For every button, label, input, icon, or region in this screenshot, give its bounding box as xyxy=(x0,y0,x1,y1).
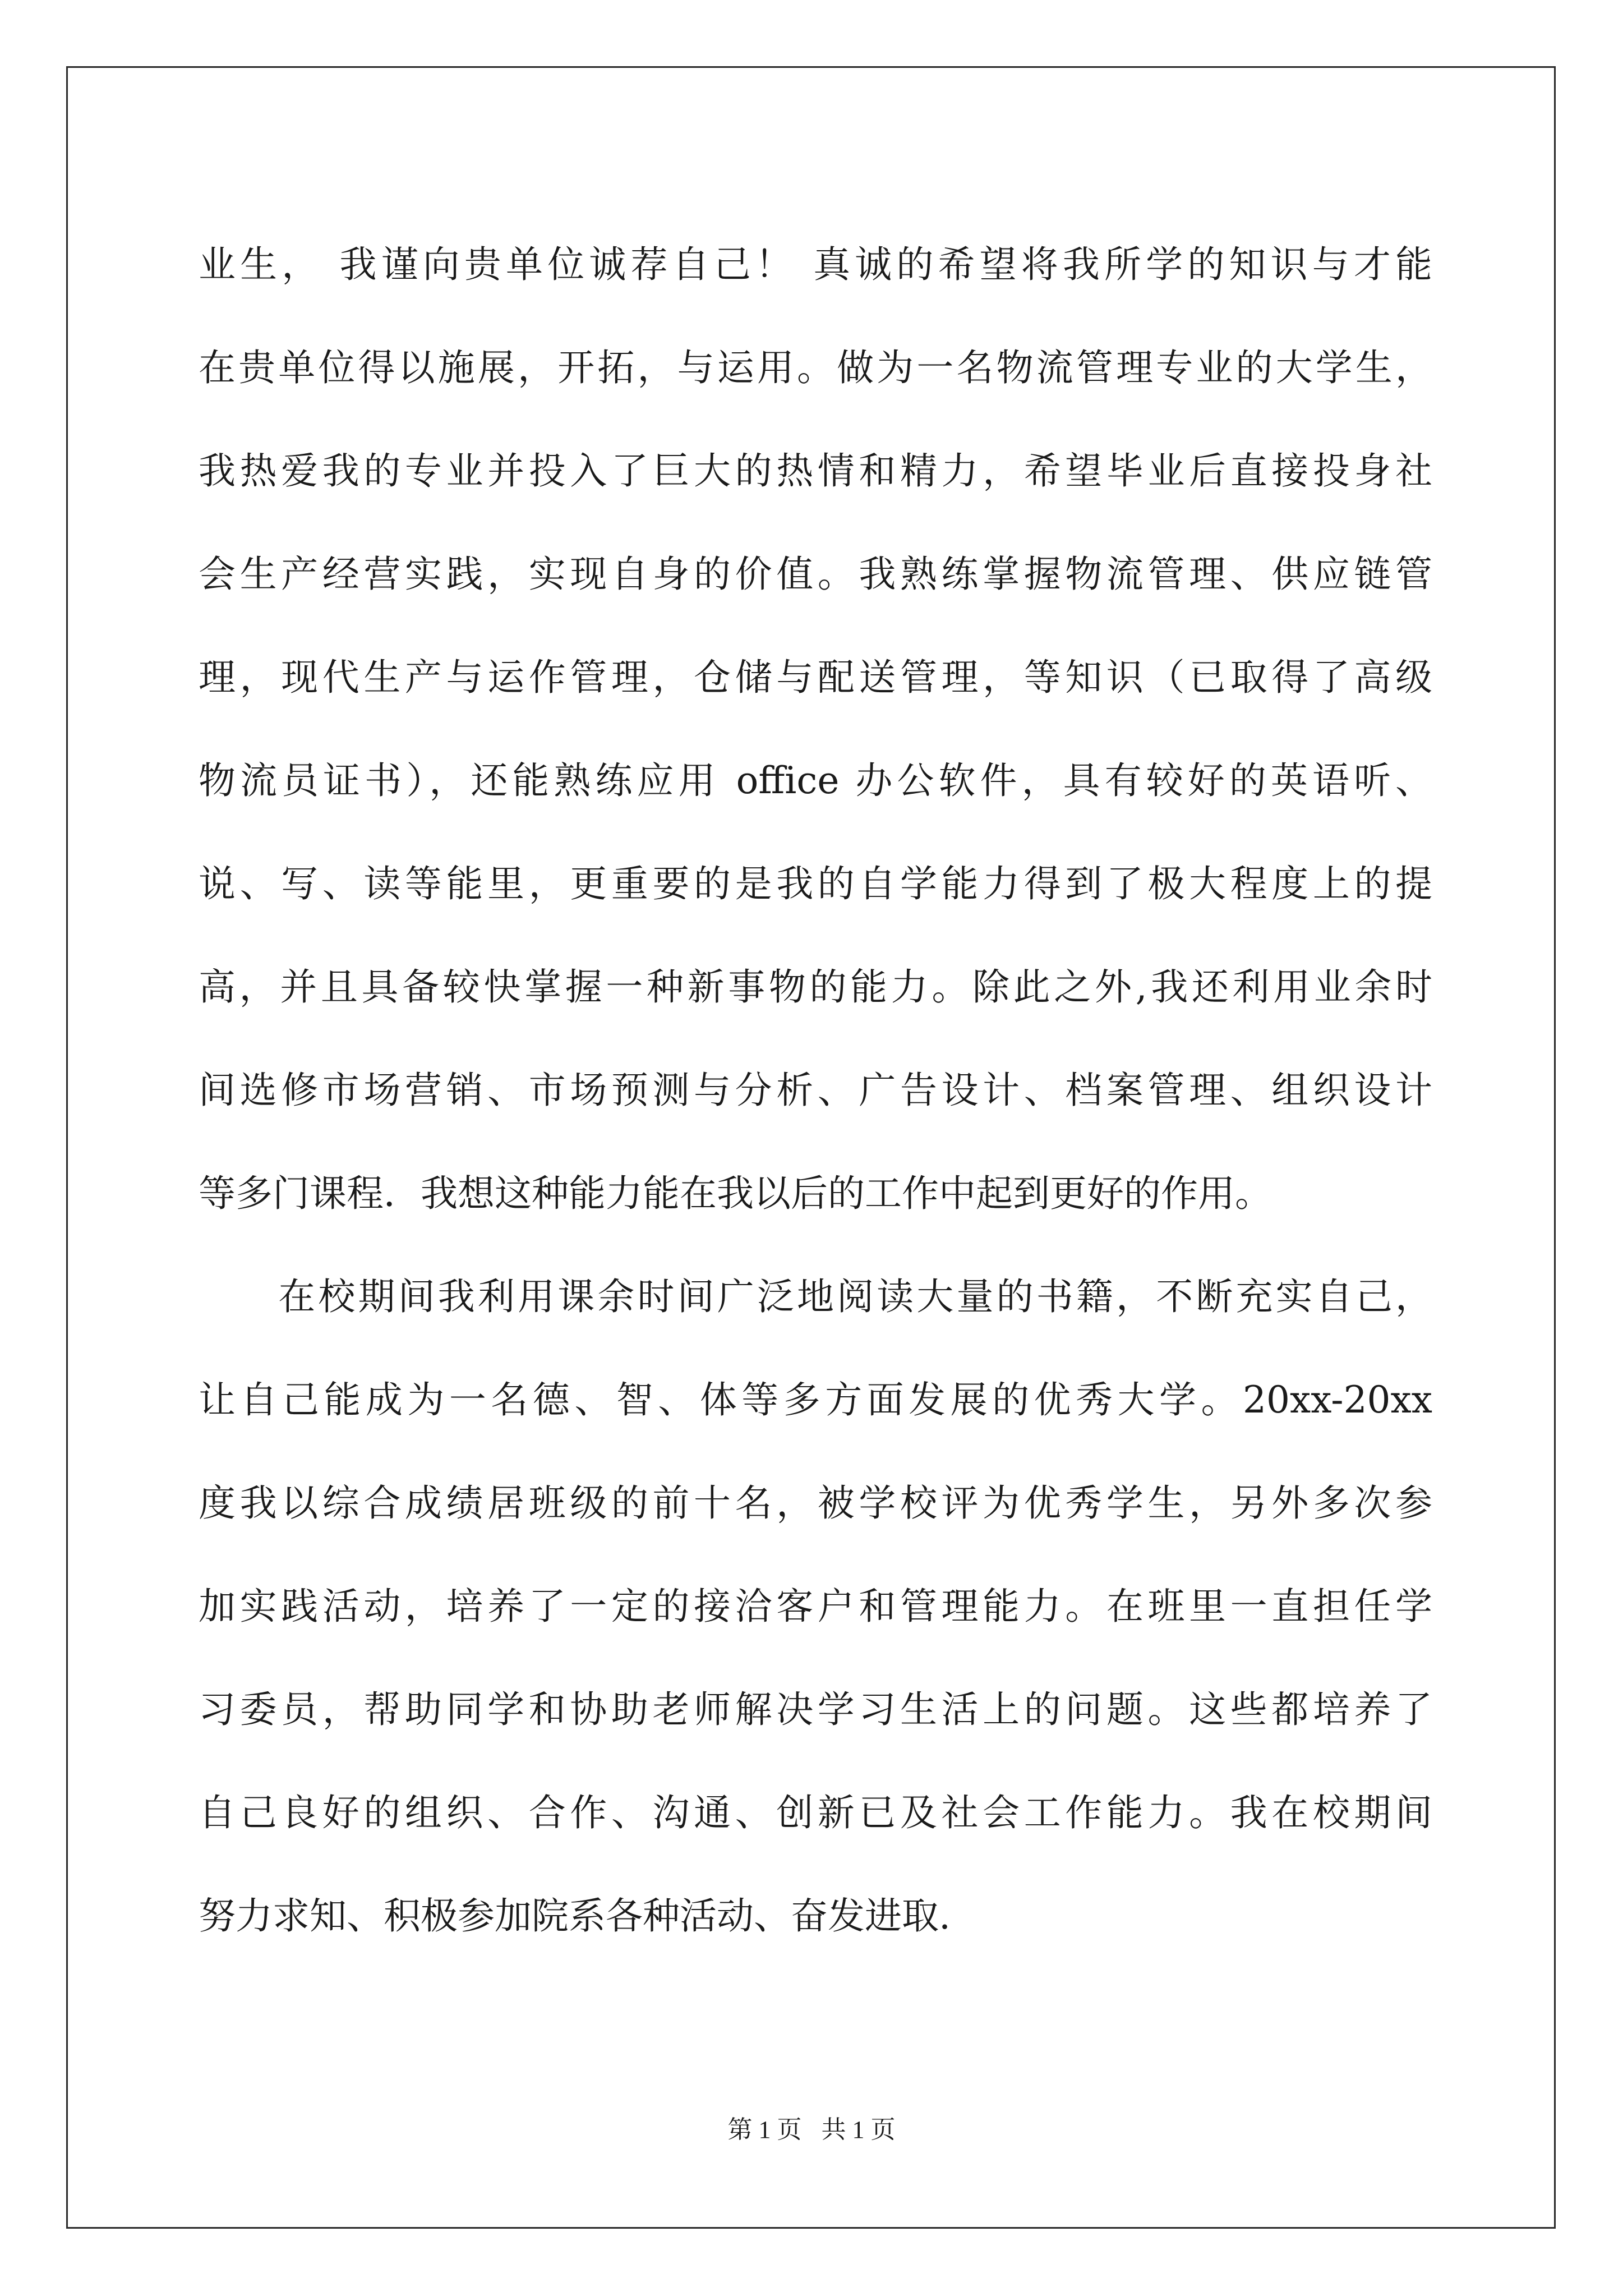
text-line: 间选修市场营销、市场预测与分析、广告设计、档案管理、组织设计 xyxy=(199,1069,1432,1112)
text-line: 度我以综合成绩居班级的前十名，被学校评为优秀学生，另外多次参 xyxy=(199,1481,1432,1525)
document-body xyxy=(199,213,1432,1968)
page-number: 第 1 页 xyxy=(727,2116,802,2143)
text-line: 我热爱我的专业并投入了巨大的热情和精力，希望毕业后直接投身社 xyxy=(199,449,1432,493)
text-line: 自己良好的组织、合作、沟通、创新已及社会工作能力。我在校期间 xyxy=(199,1791,1432,1834)
text-line: 业生， 我谨向贵单位诚荐自己！ 真诚的希望将我所学的知识与才能 xyxy=(199,243,1432,286)
text-line: 会生产经营实践，实现自身的价值。我熟练掌握物流管理、供应链管 xyxy=(199,553,1432,596)
page-footer xyxy=(0,2109,1623,2145)
text-line: 说、写、读等能里，更重要的是我的自学能力得到了极大程度上的提 xyxy=(199,862,1432,905)
text-line: 在贵单位得以施展，开拓，与运用。做为一名物流管理专业的大学生， xyxy=(199,346,1432,389)
text-line: 高，并且具备较快掌握一种新事物的能力。除此之外,我还利用业余时 xyxy=(199,965,1432,1009)
text-line: 努力求知、积极参加院系各种活动、奋发进取. xyxy=(199,1894,951,1938)
text-line: 加实践活动，培养了一定的接洽客户和管理能力。在班里一直担任学 xyxy=(199,1585,1432,1628)
text-line: 习委员，帮助同学和协助老师解决学习生活上的问题。这些都培养了 xyxy=(199,1688,1432,1731)
page-total: 共 1 页 xyxy=(821,2116,896,2143)
text-line: 让自己能成为一名德、智、体等多方面发展的优秀大学。20xx-20xx xyxy=(199,1378,1432,1421)
text-line: 物流员证书），还能熟练应用 office 办公软件，具有较好的英语听、 xyxy=(199,759,1432,802)
text-line: 等多门课程．我想这种能力能在我以后的工作中起到更好的作用。 xyxy=(199,1172,1272,1215)
text-line: 理，现代生产与运作管理，仓储与配送管理，等知识（已取得了高级 xyxy=(199,656,1432,699)
text-line: 在校期间我利用课余时间广泛地阅读大量的书籍，不断充实自己， xyxy=(199,1275,1432,1318)
